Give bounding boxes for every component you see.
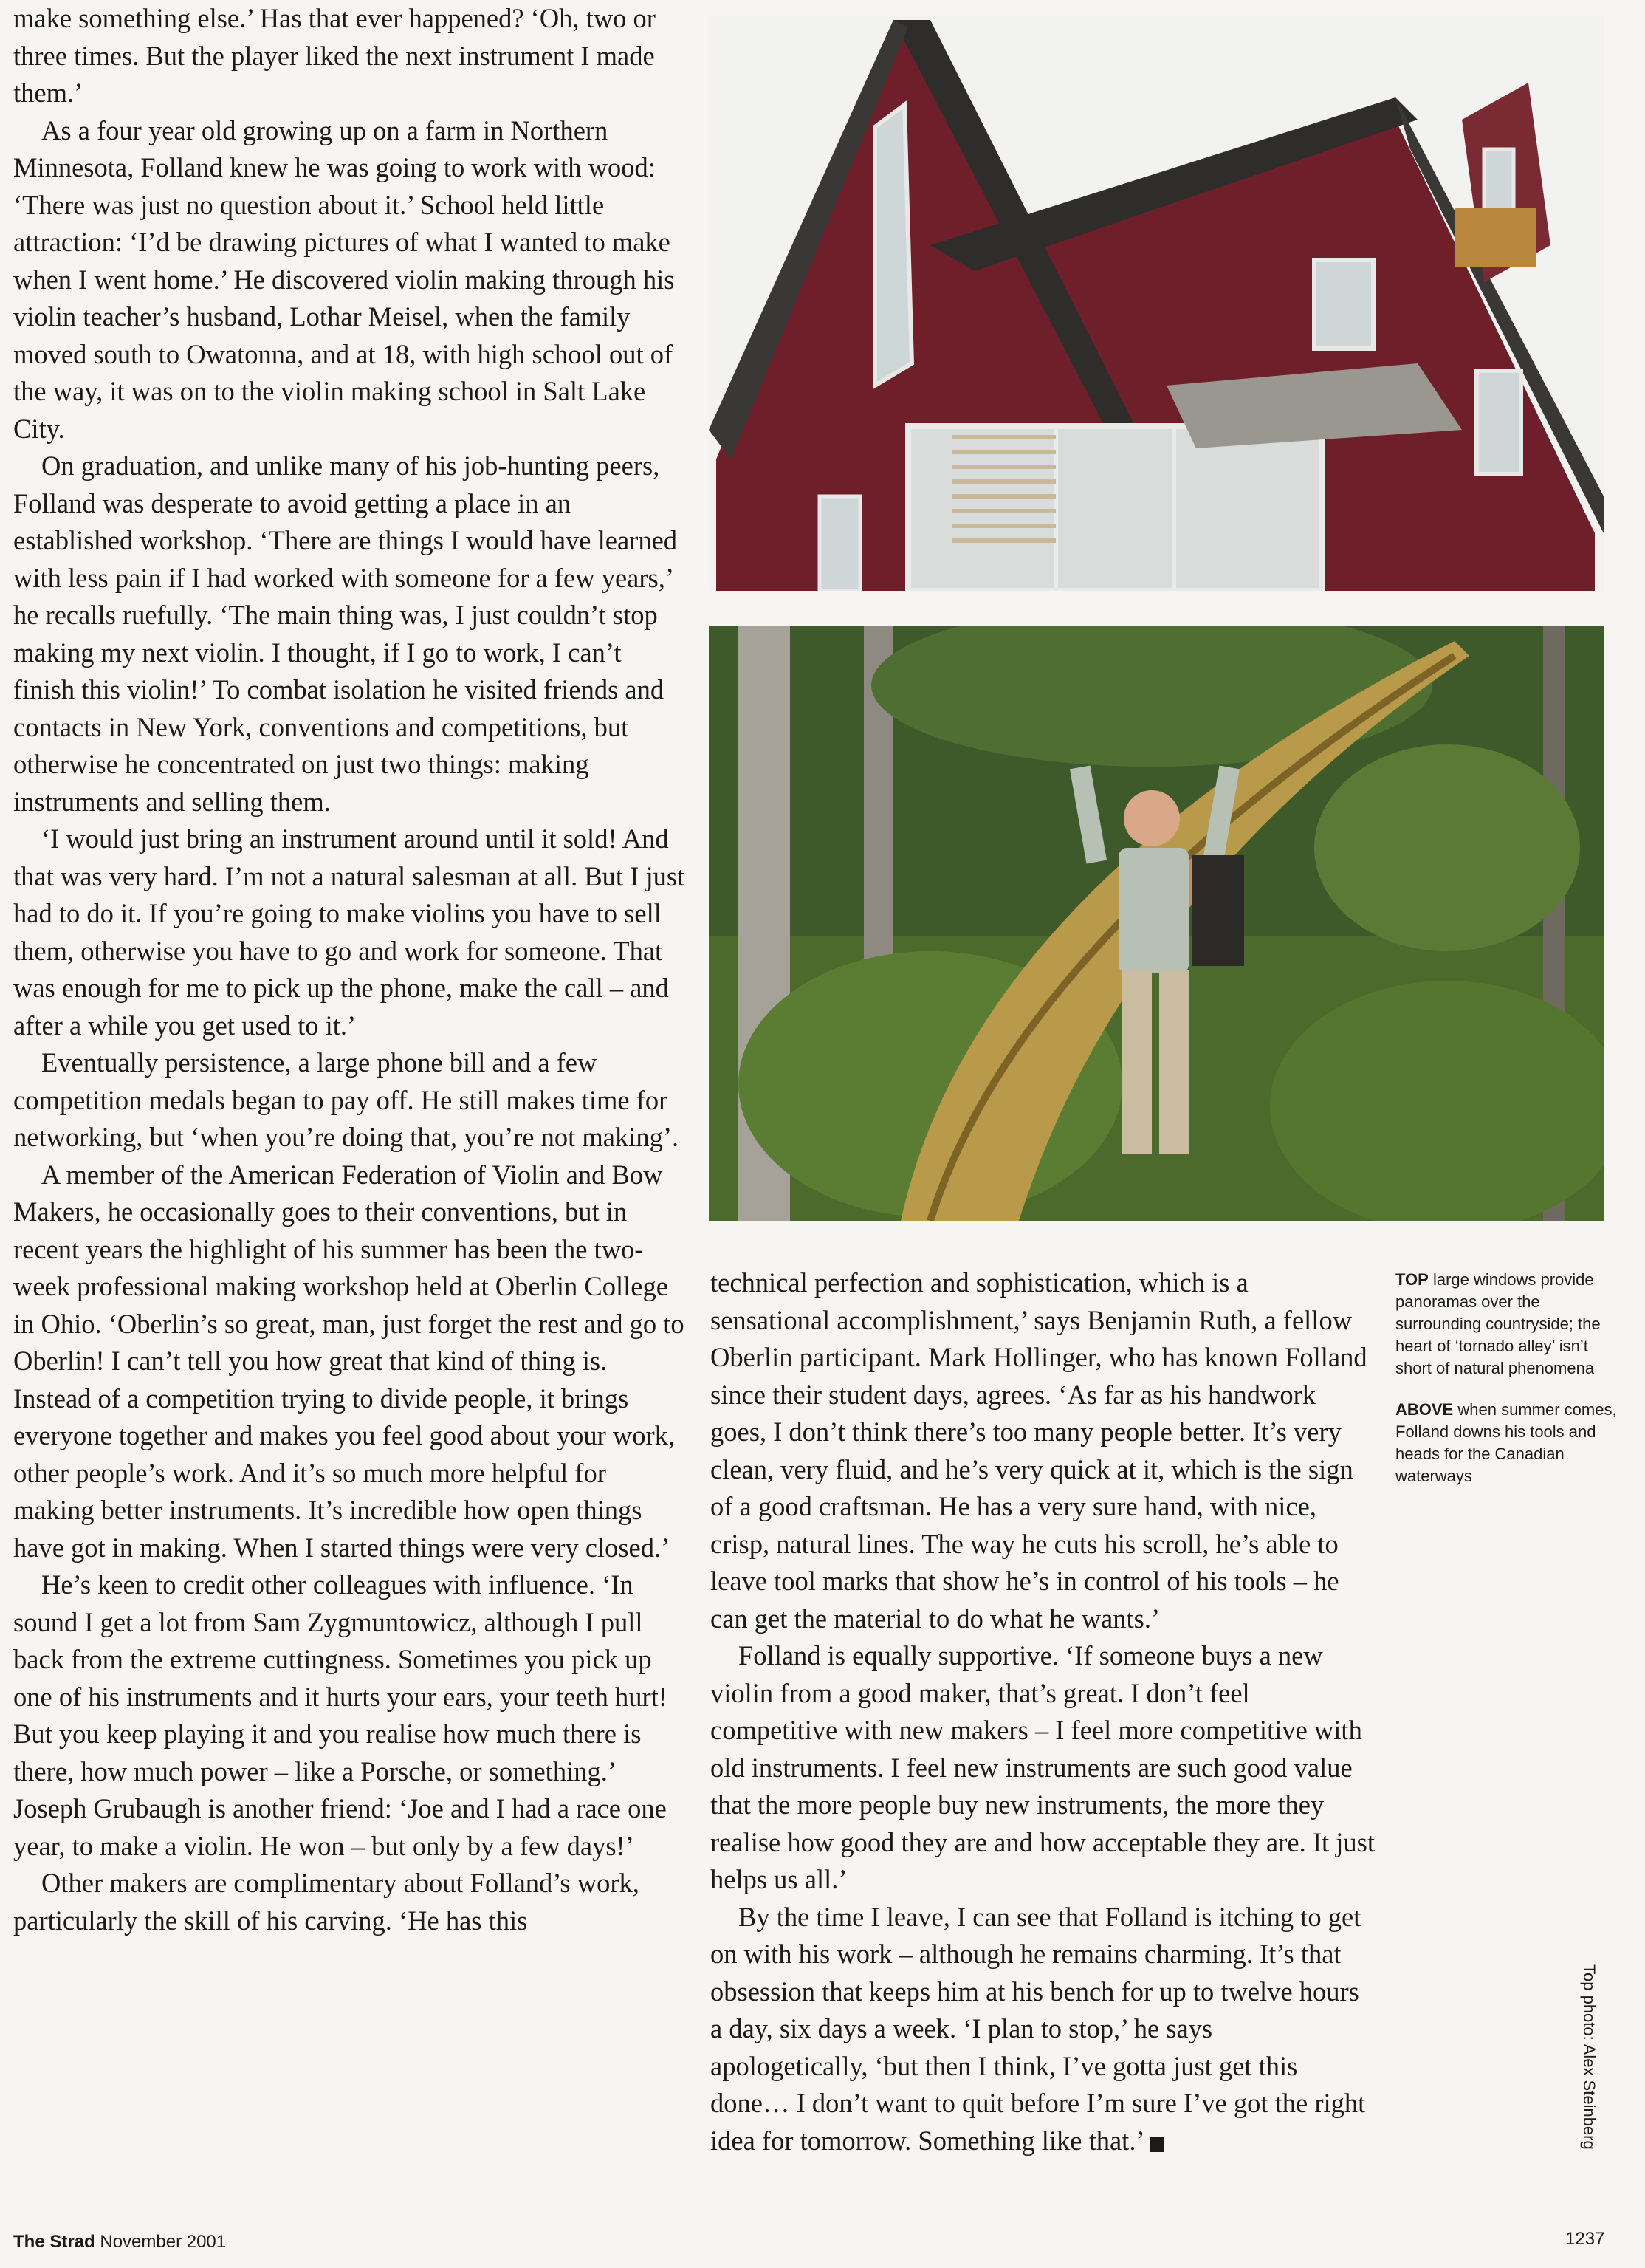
- canoe-photo: [709, 626, 1604, 1221]
- caption-label: ABOVE: [1395, 1400, 1454, 1419]
- paragraph: As a four year old growing up on a farm in Northern Minnesota, Folland knew he was going to work with wood: ‘There was just no question about it.’ School held little attraction: ‘I’d be drawing pictures of what I wanted to make when I went home.’ He discovered violin making through his violin teacher’s husband, Lothar Meisel, when the family moved south to Owatonna, and at 18, with high school out of the way, it was on to the violin making school in Salt Lake City.: [13, 114, 675, 444]
- paragraph-text: By the time I leave, I can see that Folland is itching to get on with his work – although he remains charming. It’s that obsession that keeps him at his bench for up to twelve hours a day, six days a week. ‘I plan to stop,’ he says apologetically, ‘but then I think, I’ve gotta just get this done… I don’t want to quit before I’m sure I’ve got the right idea for tomorrow. Something like that.’: [710, 1901, 1366, 2156]
- house-photo: [709, 16, 1604, 591]
- issue-date: November 2001: [100, 2232, 227, 2252]
- paragraph: [710, 1899, 1375, 2160]
- paragraph: ‘I would just bring an instrument around until it sold! And that was very hard. I’m not a natural salesman at all. But I just had to do it. If you’re going to make violins you have to sell them, otherwise you have to go and work for someone. That was enough for me to pick up the phone, make the call – and after a while you get used to it.’: [13, 823, 685, 1041]
- left-column: [13, 0, 685, 1939]
- photo-captions: [1395, 1269, 1617, 1507]
- paragraph: Other makers are complimentary about Folland’s work, particularly the skill of his carving. ‘He has this: [13, 1868, 639, 1936]
- paragraph: Eventually persistence, a large phone bill and a few competition medals began to pay off. He still makes time for networking, but ‘when you’re doing that, you’re not making’.: [13, 1047, 679, 1152]
- magazine-name: The Strad: [13, 2232, 95, 2252]
- photo-credit: Top photo: Alex Steinberg: [1580, 1964, 1598, 2150]
- paragraph: Folland is equally supportive. ‘If someone buys a new violin from a good maker, that’s great. I don’t feel competitive with new makers – I feel more competitive with old instruments. I feel new instruments are such good value that the more people buy new instruments, the more they realise how good they are and how acceptable they are. It just helps us all.’: [710, 1640, 1375, 1894]
- footer-magazine: [13, 2232, 226, 2252]
- paragraph: make something else.’ Has that ever happened? ‘Oh, two or three times. But the player liked the next instrument I made them.’: [13, 3, 656, 108]
- canoe-illustration: [709, 626, 1604, 1221]
- end-mark-icon: S: [1150, 2137, 1164, 2152]
- paragraph: technical perfection and sophistication, which is a sensational accomplishment,’ says Benjamin Ruth, a fellow Oberlin participant. Mark Hollinger, who has known Folland since their student days, agrees. ‘As far as his handwork goes, I don’t think there’s too many people better. It’s very clean, very fluid, and he’s very quick at it, which is the sign of a good craftsman. He has a very sure hand, with nice, crisp, natural lines. The way he cuts his scroll, he’s able to leave tool marks that show he’s in control of his tools – he can get the material to do what he wants.’: [710, 1267, 1367, 1634]
- caption-text: when summer comes, Folland downs his tools and heads for the Canadian waterways: [1395, 1400, 1617, 1485]
- paragraph: On graduation, and unlike many of his job-hunting peers, Folland was desperate to avoid getting a place in an established workshop. ‘There are things I would have learned with less pain if I had worked with someone for a few years,’ he recalls ruefully. ‘The main thing was, I just couldn’t stop making my next violin. I thought, if I go to work, I can’t finish this violin!’ To combat isolation he visited friends and contacts in New York, conventions and competitions, but otherwise he concentrated on just two things: making instruments and selling them.: [13, 450, 678, 817]
- paragraph: He’s keen to credit other colleagues with influence. ‘In sound I get a lot from Sam Zygmuntowicz, although I pull back from the extreme cuttingness. Sometimes you pick up one of his instruments and it hurts your ears, your teeth hurt! But you keep playing it and you realise how much there is there, how much power – like a Porsche, or something.’ Joseph Grubaugh is another friend: ‘Joe and I had a race one year, to make a violin. He won – but only by a few days!’: [13, 1569, 667, 1861]
- house-illustration: [709, 16, 1604, 591]
- caption-text: large windows provide panoramas over the surrounding countryside; the heart of ‘tornado alley’ isn’t short of natural phenomena: [1395, 1270, 1601, 1377]
- middle-column: [710, 1264, 1375, 2159]
- paragraph: A member of the American Federation of Violin and Bow Makers, he occasionally goes to their conventions, but in recent years the highlight of his summer has been the two-week professional making workshop held at Oberlin College in Ohio. ‘Oberlin’s so great, man, just forget the rest and go to Oberlin! I can’t tell you how great that kind of thing is. Instead of a competition trying to divide people, it brings everyone together and makes you feel good about your work, other people’s work. And it’s so much more helpful for making better instruments. It’s incredible how open things have got in making. When I started things were very closed.’: [13, 1159, 684, 1563]
- page-number: 1237: [1565, 2229, 1605, 2249]
- caption-above: [1395, 1399, 1617, 1487]
- caption-label: TOP: [1395, 1270, 1429, 1289]
- caption-top: [1395, 1269, 1617, 1380]
